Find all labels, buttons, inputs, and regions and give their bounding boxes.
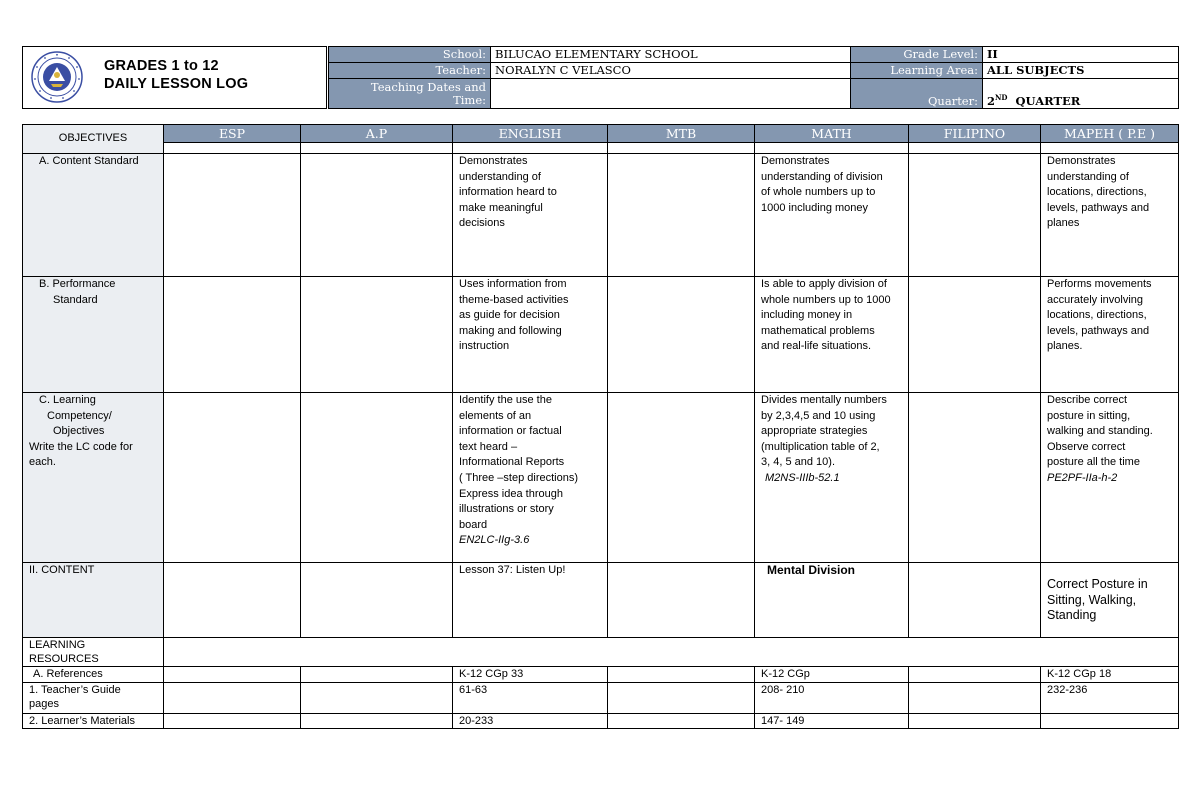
- ap-learners-materials: [301, 714, 453, 729]
- text-line: text heard –: [459, 440, 518, 453]
- text-line: theme-based activities: [459, 293, 569, 306]
- text-line: instruction: [459, 340, 510, 353]
- english-teachers-guide: 61-63: [453, 683, 608, 714]
- grade-level-value: II: [983, 47, 1179, 63]
- grade-level-label: Grade Level:: [851, 47, 983, 63]
- filipino-teachers-guide: [909, 683, 1041, 714]
- mapeh-lc-code: PE2PF-IIa-h-2: [1047, 471, 1118, 484]
- column-ap: A.P: [301, 125, 453, 143]
- mapeh-learners-materials: [1041, 714, 1179, 729]
- esp-learners-materials: [164, 714, 301, 729]
- learning-resources-span: [164, 638, 1179, 667]
- subject-subheader-row: [23, 143, 1179, 154]
- mapeh-content-text: [1047, 577, 1172, 624]
- header-info-table: [328, 46, 1179, 109]
- school-value: BILUCAO ELEMENTARY SCHOOL: [491, 47, 851, 63]
- math-teachers-guide: 208- 210: [755, 683, 909, 714]
- column-filipino: FILIPINO: [909, 125, 1041, 143]
- empty-cell: [755, 143, 909, 154]
- deped-seal-icon: [31, 51, 83, 103]
- lesson-log-table: [22, 124, 1179, 729]
- text-line: Demonstrates: [761, 155, 830, 167]
- mtb-teachers-guide: [608, 683, 755, 714]
- title-line-2: DAILY LESSON LOG: [104, 76, 249, 92]
- text-line: locations, directions,: [1047, 186, 1147, 199]
- text-line: 3, 4, 5 and 10).: [761, 456, 835, 469]
- english-learners-materials: 20-233: [453, 714, 608, 729]
- text-line: understanding of division: [761, 170, 883, 183]
- text-line: Identify the use the: [459, 394, 552, 406]
- text-line: Is able to apply division of: [761, 278, 887, 290]
- text-line: appropriate strategies: [761, 425, 868, 438]
- text-line: elements of an: [459, 409, 532, 422]
- log-title: [104, 57, 248, 93]
- subject-header-row: [23, 125, 1179, 143]
- text-line: Demonstrates: [459, 155, 528, 167]
- math-content-standard: [755, 154, 909, 277]
- column-mapeh: MAPEH ( P.E ): [1041, 125, 1179, 143]
- math-content-text: Mental Division: [767, 563, 856, 577]
- esp-teachers-guide: [164, 683, 301, 714]
- empty-cell: [909, 143, 1041, 154]
- ap-learning-competency: [301, 393, 453, 563]
- column-math: MATH: [755, 125, 909, 143]
- teachers-guide-row: [23, 683, 1179, 714]
- learners-materials-label: 2. Learner’s Materials: [23, 714, 164, 729]
- teaching-dates-label: [329, 79, 491, 109]
- text-line: of whole numbers up to: [761, 186, 876, 199]
- mtb-content: [608, 563, 755, 638]
- text-line: by 2,3,4,5 and 10 using: [761, 409, 876, 422]
- empty-cell: [608, 143, 755, 154]
- english-content: Lesson 37: Listen Up!: [453, 563, 608, 638]
- text-line: Describe correct: [1047, 394, 1128, 406]
- esp-references: [164, 667, 301, 683]
- mtb-references: [608, 667, 755, 683]
- text-line: Correct Posture in: [1047, 577, 1148, 591]
- text-line: ( Three –step directions): [459, 471, 579, 484]
- content-label: II. CONTENT: [23, 563, 164, 638]
- learning-area-label: Learning Area:: [851, 63, 983, 79]
- ap-performance-standard: [301, 277, 453, 393]
- performance-standard-row: [23, 277, 1179, 393]
- content-row: [23, 563, 1179, 638]
- text-line: Informational Reports: [459, 456, 565, 469]
- esp-content-standard: [164, 154, 301, 277]
- quarter-number: 2: [987, 94, 996, 108]
- text-line: 1000 including money: [761, 201, 869, 214]
- teacher-label: Teacher:: [329, 63, 491, 79]
- title-line-1: GRADES 1 to 12: [104, 58, 219, 74]
- content-standard-row: [23, 154, 1179, 277]
- mapeh-learning-competency: [1041, 393, 1179, 563]
- mtb-performance-standard: [608, 277, 755, 393]
- text-line: mathematical problems: [761, 324, 875, 337]
- text-line: posture all the time: [1047, 456, 1140, 469]
- math-references: K-12 CGp: [755, 667, 909, 683]
- text-line: Divides mentally numbers: [761, 394, 887, 406]
- content-standard-label: A. Content Standard: [23, 154, 164, 277]
- text-line: posture in sitting,: [1047, 409, 1131, 422]
- teaching-dates-value: [491, 79, 851, 109]
- filipino-content-standard: [909, 154, 1041, 277]
- column-esp: ESP: [164, 125, 301, 143]
- text-line: make meaningful: [459, 201, 543, 214]
- column-english: ENGLISH: [453, 125, 608, 143]
- learning-resources-row: [23, 638, 1179, 667]
- english-performance-standard: [453, 277, 608, 393]
- text-line: information or factual: [459, 425, 562, 438]
- text-line: planes.: [1047, 340, 1083, 353]
- text-line: as guide for decision: [459, 309, 560, 322]
- text-line: planes: [1047, 217, 1080, 230]
- text-line: Express idea through: [459, 487, 563, 500]
- teaching-dates-label-1: Teaching Dates and: [370, 79, 486, 94]
- text-line: whole numbers up to 1000: [761, 293, 891, 306]
- empty-cell: [164, 143, 301, 154]
- text-line: decisions: [459, 217, 505, 230]
- mtb-learners-materials: [608, 714, 755, 729]
- filipino-learners-materials: [909, 714, 1041, 729]
- quarter-suffix: ND: [995, 93, 1008, 103]
- mapeh-references: K-12 CGp 18: [1041, 667, 1179, 683]
- teachers-guide-label: 1. Teacher’s Guide pages: [23, 683, 164, 714]
- learners-materials-row: [23, 714, 1179, 729]
- teacher-value: NORALYN C VELASCO: [491, 63, 851, 79]
- learning-competency-row: [23, 393, 1179, 563]
- text-line: locations, directions,: [1047, 309, 1147, 322]
- performance-standard-label: B. Performance Standard: [23, 277, 164, 393]
- text-line: Demonstrates: [1047, 155, 1116, 167]
- text-line: information heard to: [459, 186, 557, 199]
- text-line: walking and standing.: [1047, 425, 1153, 438]
- mapeh-content-standard: [1041, 154, 1179, 277]
- mtb-learning-competency: [608, 393, 755, 563]
- references-row: [23, 667, 1179, 683]
- ap-teachers-guide: [301, 683, 453, 714]
- math-performance-standard: [755, 277, 909, 393]
- english-references: K-12 CGp 33: [453, 667, 608, 683]
- english-lc-code: EN2LC-IIg-3.6: [459, 534, 530, 547]
- text-line: (multiplication table of 2,: [761, 440, 880, 453]
- objectives-header: OBJECTIVES: [23, 125, 164, 154]
- math-learning-competency: [755, 393, 909, 563]
- quarter-value: [983, 79, 1179, 109]
- mapeh-performance-standard: [1041, 277, 1179, 393]
- mapeh-content: [1041, 563, 1179, 638]
- text-line: understanding of: [1047, 170, 1129, 183]
- column-mtb: MTB: [608, 125, 755, 143]
- english-content-standard: [453, 154, 608, 277]
- esp-content: [164, 563, 301, 638]
- text-line: illustrations or story: [459, 503, 554, 516]
- ap-references: [301, 667, 453, 683]
- math-content: [755, 563, 909, 638]
- ap-content-standard: [301, 154, 453, 277]
- text-line: Observe correct: [1047, 440, 1126, 453]
- text-line: Standing: [1047, 608, 1097, 623]
- text-line: board: [459, 518, 488, 531]
- quarter-label: Quarter:: [851, 79, 983, 109]
- learning-competency-label: C. Learning Competency/ Objectives Write the LC code for each.: [23, 393, 164, 563]
- mtb-content-standard: [608, 154, 755, 277]
- text-line: Performs movements: [1047, 278, 1152, 290]
- text-line: Sitting, Walking,: [1047, 592, 1137, 607]
- school-label: School:: [329, 47, 491, 63]
- math-learners-materials: 147- 149: [755, 714, 909, 729]
- empty-cell: [453, 143, 608, 154]
- empty-cell: [301, 143, 453, 154]
- math-lc-code: M2NS-IIIb-52.1: [765, 471, 840, 484]
- text-line: making and following: [459, 324, 562, 337]
- mapeh-teachers-guide: 232-236: [1041, 683, 1179, 714]
- text-line: Uses information from: [459, 278, 567, 290]
- learning-area-value: ALL SUBJECTS: [983, 63, 1179, 79]
- teaching-dates-label-2: Time:: [453, 92, 486, 107]
- esp-learning-competency: [164, 393, 301, 563]
- header-logo-box: [22, 46, 327, 109]
- esp-performance-standard: [164, 277, 301, 393]
- filipino-references: [909, 667, 1041, 683]
- empty-cell: [1041, 143, 1179, 154]
- learning-resources-label: LEARNING RESOURCES: [23, 638, 164, 667]
- text-line: including money in: [761, 309, 853, 322]
- references-label: A. References: [23, 667, 164, 683]
- text-line: and real-life situations.: [761, 340, 872, 353]
- quarter-word: QUARTER: [1015, 94, 1081, 108]
- filipino-performance-standard: [909, 277, 1041, 393]
- ap-content: [301, 563, 453, 638]
- filipino-content: [909, 563, 1041, 638]
- text-line: levels, pathways and: [1047, 201, 1150, 214]
- text-line: accurately involving: [1047, 293, 1143, 306]
- text-line: understanding of: [459, 170, 541, 183]
- filipino-learning-competency: [909, 393, 1041, 563]
- text-line: levels, pathways and: [1047, 324, 1150, 337]
- english-learning-competency: [453, 393, 608, 563]
